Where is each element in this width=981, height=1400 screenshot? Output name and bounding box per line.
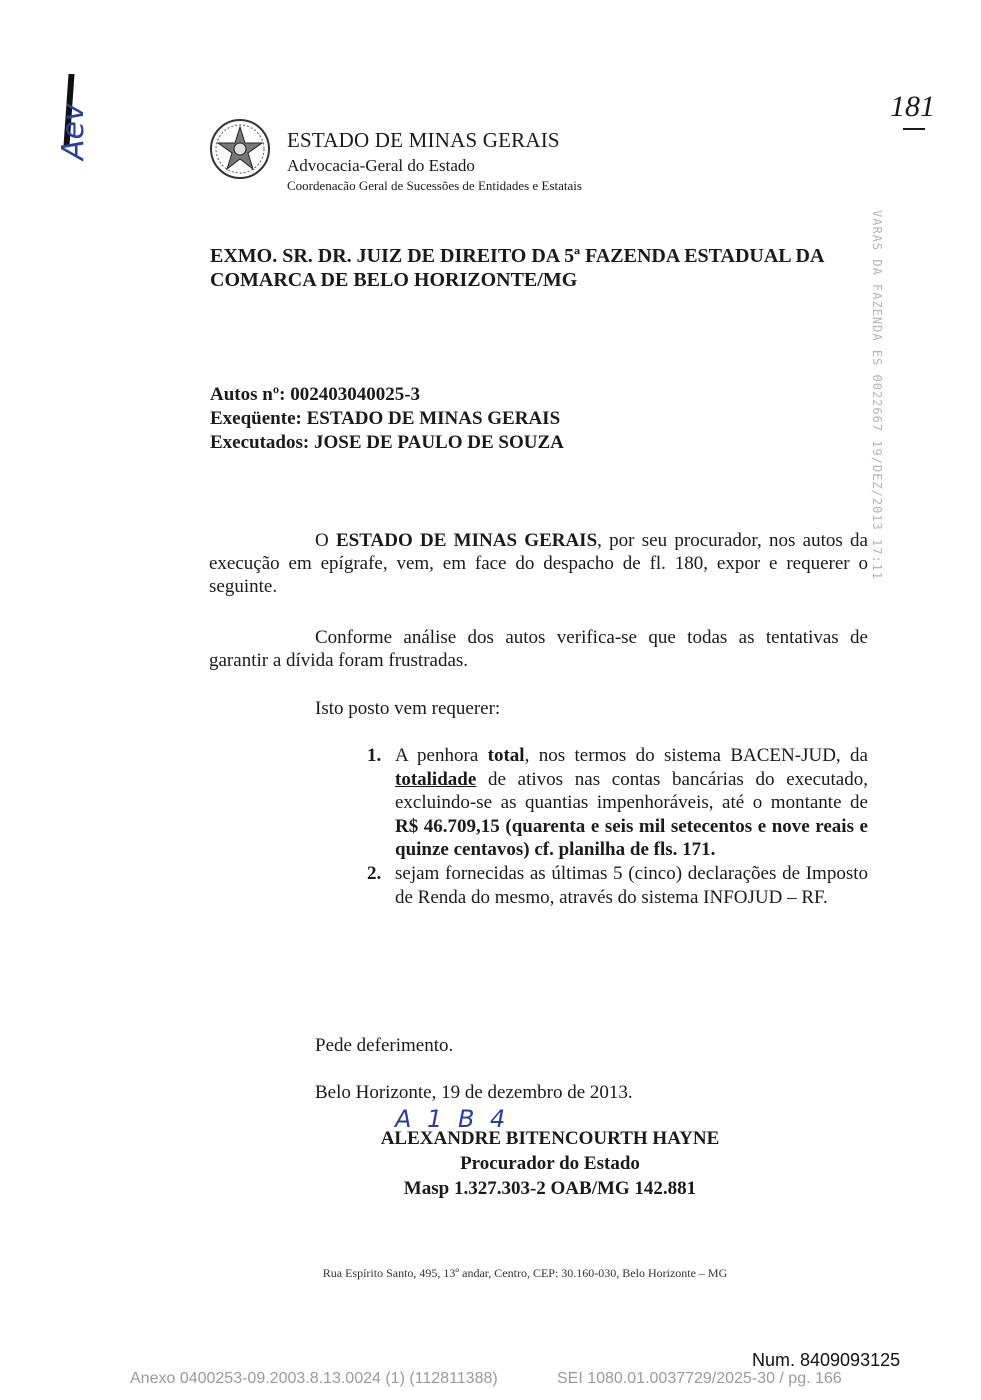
annex-reference: Anexo 0400253-09.2003.8.13.0024 (1) (112811388)	[130, 1370, 498, 1387]
plaintiff-row	[210, 407, 564, 431]
place-date: Belo Horizonte, 19 de dezembro de 2013.	[315, 1082, 633, 1103]
plaintiff-value: ESTADO DE MINAS GERAIS	[306, 408, 561, 429]
addressee	[210, 244, 870, 292]
intro-prefix: O	[315, 530, 336, 551]
sei-reference: SEI 1080.01.0037729/2025-30 / pg. 166	[557, 1370, 842, 1387]
addressee-line-2: COMARCA DE BELO HORIZONTE/MG	[210, 269, 578, 291]
list-item-number: 1.	[367, 745, 382, 766]
defendant-row	[210, 431, 564, 455]
request-intro-text: Isto posto vem requerer:	[315, 698, 501, 719]
page-number-underline	[903, 128, 925, 130]
signer-title: Procurador do Estado	[460, 1153, 640, 1174]
item1-text-a: A penhora	[395, 745, 488, 766]
item1-bold-total: total	[487, 745, 525, 766]
institution-name: ESTADO DE MINAS GERAIS	[287, 128, 560, 152]
item1-underlined-totalidade: totalidade	[395, 768, 477, 790]
signer-name: ALEXANDRE BITENCOURTH HAYNE	[380, 1128, 720, 1149]
list-item	[362, 862, 868, 909]
case-info	[210, 383, 564, 455]
footer-address: Rua Espírito Santo, 495, 13º andar, Centro, CEP: 30.160-030, Belo Horizonte – MG	[322, 1266, 728, 1280]
signer-registration: Masp 1.327.303-2 OAB/MG 142.881	[403, 1178, 697, 1199]
item1-text-c: , nos termos do sistema BACEN-JUD, da	[524, 745, 868, 766]
margin-initials: Aev	[56, 103, 91, 160]
item2-text: sejam fornecidas as últimas 5 (cinco) declarações de Imposto de Renda do mesmo, através do sistema INFOJUD – RF.	[395, 862, 868, 908]
list-item-number: 2.	[367, 862, 382, 884]
protocol-stamp: VARAS DA FAZENDA ES 0022667 19/DEZ/2013 17:11	[870, 210, 884, 581]
department-name: Advocacia-Geral do Estado	[287, 156, 475, 175]
paragraph-request-intro	[209, 697, 868, 720]
analysis-text: Conforme análise dos autos verifica-se que todas as tentativas de garantir a dívida foram frustradas.	[209, 627, 868, 671]
paragraph-intro	[209, 529, 868, 598]
addressee-line-1: EXMO. SR. DR. JUIZ DE DIREITO DA 5ª FAZENDA ESTADUAL DA	[210, 245, 825, 267]
case-number-value: 002403040025-3	[290, 384, 421, 405]
defendant-value: JOSE DE PAULO DE SOUZA	[313, 432, 564, 453]
intro-text: , por seu procurador, nos autos da execução em epígrafe, vem, em face do despacho de fl. 180, expor e requerer o seguinte.	[209, 530, 868, 597]
case-number-label: Autos nº:	[210, 384, 286, 405]
defendant-label: Executados:	[210, 432, 310, 453]
handwritten-signature: A 1 B 4	[395, 1105, 510, 1133]
handwritten-page-number: 181	[890, 90, 935, 123]
document-number: Num. 8409093125	[752, 1350, 901, 1370]
item1-amount: R$ 46.709,15 (quarenta e seis mil setecentos e nove reais e quinze centavos) cf. planilha de fls. 171.	[395, 815, 868, 861]
case-number-row	[210, 383, 564, 407]
request-list	[362, 744, 868, 909]
plaintiff-label: Exeqüente:	[210, 408, 302, 429]
paragraph-analysis	[209, 626, 868, 672]
closing-request: Pede deferimento.	[315, 1035, 454, 1056]
list-item	[362, 744, 868, 862]
intro-party: ESTADO DE MINAS GERAIS	[336, 530, 598, 551]
state-seal-icon	[209, 118, 271, 180]
item1-text-e: de ativos nas contas bancárias do executado, excluindo-se as quantias impenhoráveis, até o montante de	[395, 768, 868, 814]
division-name: Coordenacão Geral de Sucessões de Entidades e Estatais	[287, 178, 582, 193]
